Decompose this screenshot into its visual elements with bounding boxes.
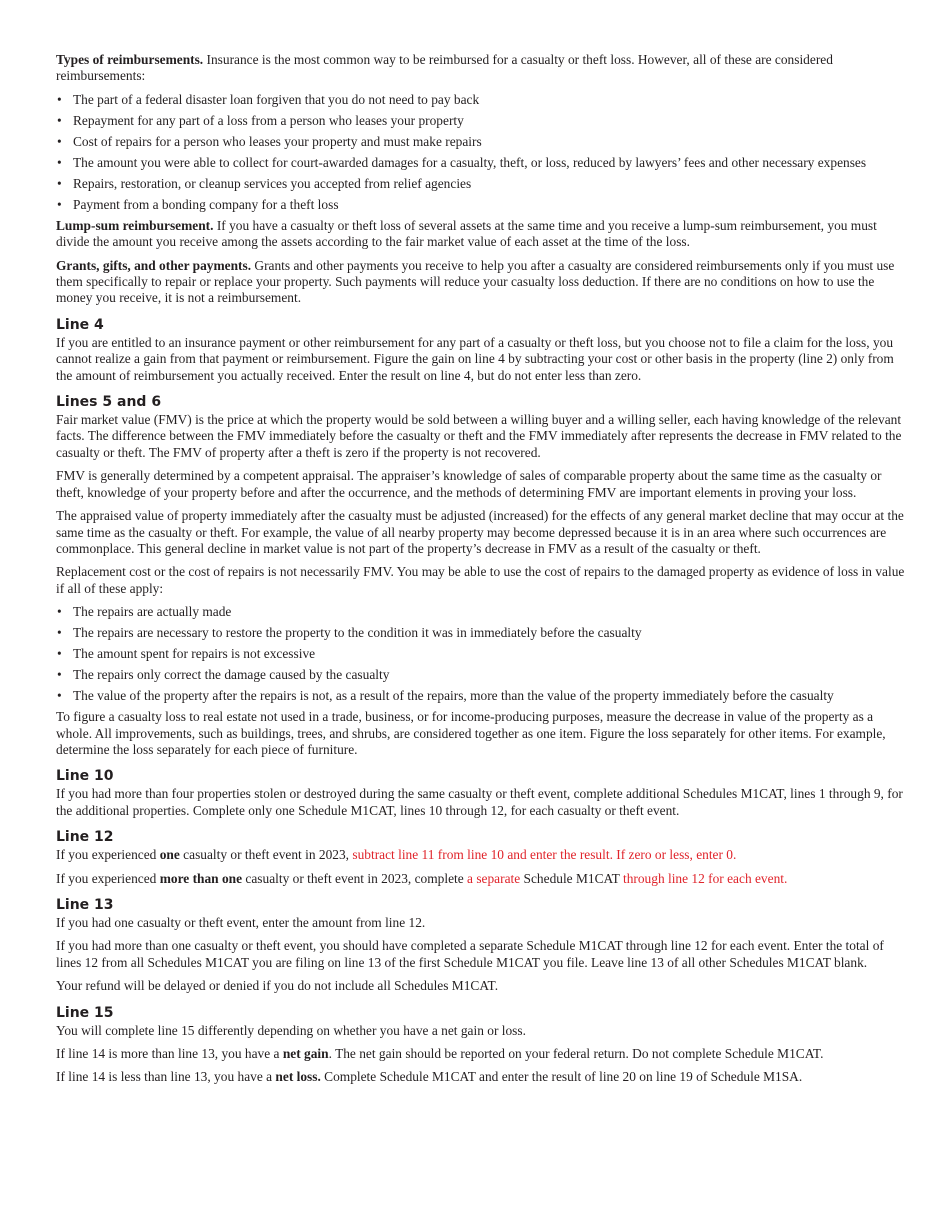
line12-paragraph-2 xyxy=(56,871,906,887)
text-run: Complete Schedule M1CAT and enter the result of line 20 on line 19 of Schedule M1SA. xyxy=(320,1069,803,1085)
grants-heading: Grants, gifts, and other payments. xyxy=(56,257,252,273)
emphasis: more than one xyxy=(159,870,243,886)
text-run: casualty or theft event in 2023, complete xyxy=(242,870,468,886)
line15-heading: Line 15 xyxy=(56,1004,114,1021)
line4-paragraph: If you are entitled to an insurance payment or other reimbursement for any part of a casualty or theft loss, but you choose not to file a claim for the loss, you cannot realize a gain from that payment or reimbursement. Figure the gain on line 4 by subtracting your cost or other basis in the property (line 2) only from the amount of reimbursement you actually received. Enter the result on line 4, but do not enter less than zero. xyxy=(56,334,894,383)
emphasis: net loss. xyxy=(275,1069,321,1085)
list-item: • The repairs only correct the damage caused by the casualty xyxy=(56,667,906,683)
lines56-paragraph-3: The appraised value of property immediately after the casualty must be adjusted (increased) for the effects of any general market decline that may occur at the same time as the casualty or theft. For example, the value of all nearby property may become depressed because it is in an area where such occurrences are commonplace. This general decline in market value is not part of the property’s decrease in FMV as a result of the casualty or theft. xyxy=(56,508,904,556)
types-heading: Types of reimbursements. xyxy=(56,52,204,67)
repairs-list xyxy=(56,604,906,704)
text-run: If line 14 is less than line 13, you have a xyxy=(56,1069,276,1085)
text-run: Schedule M1CAT xyxy=(520,870,623,886)
text-run: If you experienced xyxy=(56,847,160,863)
grants-paragraph xyxy=(56,258,906,307)
list-item: • The repairs are necessary to restore the property to the condition it was in immediately before the casualty xyxy=(56,625,906,641)
lines56-paragraph-1: Fair market value (FMV) is the price at which the property would be sold between a willing buyer and a willing seller, each having knowledge of the relevant facts. The difference between the FMV immediately before the casualty or theft and the FMV immediately after represents the decrease in FMV related to the casualty or theft. The FMV of property after a theft is zero if the property is not recovered. xyxy=(56,412,902,460)
line13-paragraph-3: Your refund will be delayed or denied if you do not include all Schedules M1CAT. xyxy=(56,978,499,994)
emphasis: net gain xyxy=(282,1046,329,1061)
line12-paragraph-1 xyxy=(56,847,906,863)
text-run: If you experienced xyxy=(56,870,160,886)
instructions-page xyxy=(56,52,906,1093)
list-item: • Repairs, restoration, or cleanup services you accepted from relief agencies xyxy=(56,176,906,192)
types-paragraph xyxy=(56,52,906,85)
lines56-paragraph-2: FMV is generally determined by a competent appraisal. The appraiser’s knowledge of sales of comparable property about the same time as the casualty or theft, knowledge of your property before and after the occurrence, and the methods of determining FMV are important elements in proving your loss. xyxy=(56,468,882,500)
lump-sum-heading: Lump-sum reimbursement. xyxy=(56,217,214,233)
list-item: • Payment from a bonding company for a theft loss xyxy=(56,197,906,213)
lump-sum-paragraph xyxy=(56,218,906,251)
text-run: . The net gain should be reported on your federal return. Do not complete Schedule M1CAT. xyxy=(328,1046,824,1061)
text-run: If line 14 is more than line 13, you have a xyxy=(56,1046,283,1061)
grants-text: Grants and other payments you receive to help you after a casualty are considered reimbursements only if you must use them specifically to repair or replace your property. Such payments will reduce your casualty loss deduction. If there are no conditions on how to use the money you receive, it is not a reimbursement. xyxy=(56,257,895,306)
line13-paragraph-2: If you had more than one casualty or theft event, you should have completed a separate Schedule M1CAT through line 12 for each event. Enter the total of lines 12 from all Schedules M1CAT you are filing on line 13 of the first Schedule M1CAT you file. Leave line 13 of all other Schedules M1CAT blank. xyxy=(56,938,884,970)
list-item: • Cost of repairs for a person who leases your property and must make repairs xyxy=(56,134,906,150)
list-item: • The part of a federal disaster loan forgiven that you do not need to pay back xyxy=(56,92,906,108)
line4-heading: Line 4 xyxy=(56,316,104,333)
line15-paragraph-1: You will complete line 15 differently depending on whether you have a net gain or loss. xyxy=(56,1022,526,1038)
lines56-paragraph-5: To figure a casualty loss to real estate not used in a trade, business, or for income-producing purposes, measure the decrease in value of the property as a whole. All improvements, such as buildings, trees, and shrubs, are considered together as one item. Figure the loss separately for other items. For example, determine the loss separately for each piece of furniture. xyxy=(56,709,886,757)
types-list xyxy=(56,92,906,213)
revised-text: subtract line 11 from line 10 and enter the result. If zero or less, enter 0. xyxy=(352,847,737,863)
line13-heading: Line 13 xyxy=(56,896,114,913)
line15-paragraph-2 xyxy=(56,1046,906,1062)
revised-text: through line 12 for each event. xyxy=(622,870,788,886)
types-text: Insurance is the most common way to be reimbursed for a casualty or theft loss. However, all of these are considered reimbursements: xyxy=(56,52,833,84)
list-item: • The amount spent for repairs is not excessive xyxy=(56,646,906,662)
line10-paragraph: If you had more than four properties stolen or destroyed during the same casualty or theft event, complete additional Schedules M1CAT, lines 1 through 9, for the additional properties. Complete only one Schedule M1CAT, lines 10 through 12, for each casualty or theft event. xyxy=(56,786,903,818)
lines56-paragraph-4: Replacement cost or the cost of repairs is not necessarily FMV. You may be able to use the cost of repairs to the damaged property as evidence of loss in value if all of these apply: xyxy=(56,564,905,596)
line12-heading: Line 12 xyxy=(56,829,114,846)
lump-sum-text: If you have a casualty or theft loss of several assets at the same time and you receive a lump-sum reimbursement, you must divide the amount you receive among the assets according to the fair market value of each asset at the time of the loss. xyxy=(56,217,877,250)
line15-paragraph-3 xyxy=(56,1069,906,1085)
text-run: casualty or theft event in 2023, xyxy=(179,847,353,863)
lines56-heading: Lines 5 and 6 xyxy=(56,394,162,411)
revised-text: a separate xyxy=(467,870,521,886)
line13-paragraph-1: If you had one casualty or theft event, enter the amount from line 12. xyxy=(56,914,426,930)
list-item: • Repayment for any part of a loss from a person who leases your property xyxy=(56,113,906,129)
list-item: • The value of the property after the repairs is not, as a result of the repairs, more than the value of the property immediately before the casualty xyxy=(56,688,906,704)
list-item: • The amount you were able to collect for court-awarded damages for a casualty, theft, or loss, reduced by lawyers’ fees and other necessary expenses xyxy=(56,155,906,171)
emphasis: one xyxy=(159,847,180,863)
list-item: • The repairs are actually made xyxy=(56,604,906,620)
line10-heading: Line 10 xyxy=(56,768,114,785)
